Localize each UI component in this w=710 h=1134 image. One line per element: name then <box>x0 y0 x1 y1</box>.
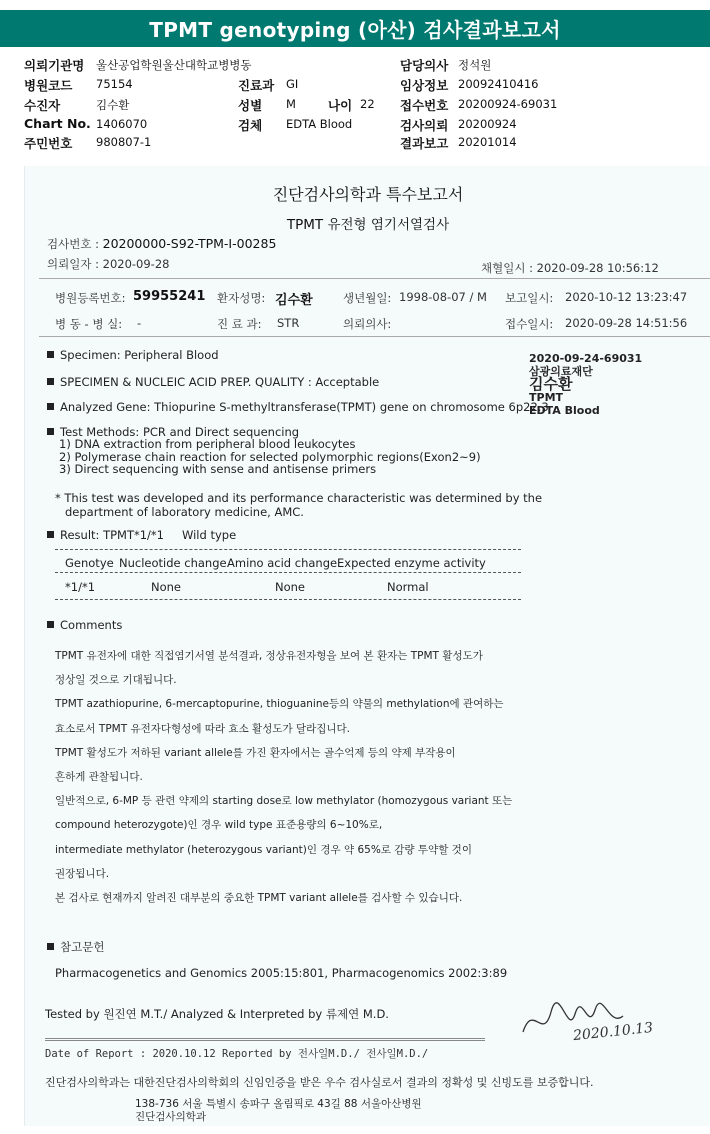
dept-value: GI <box>286 77 299 91</box>
table-header-genotype: Genotye <box>65 556 114 570</box>
comment-line: compound heterozygote)인 경우 wild type 표준용량의 6~10%로, <box>55 819 383 832</box>
comment-line: TPMT 활성도가 저하된 variant allele를 가진 환자에서는 골수억제 등의 약제 부작용이 <box>55 746 456 759</box>
test-number: 검사번호 : 20200000-S92-TPM-I-00285 <box>47 236 277 251</box>
divider <box>39 278 710 279</box>
reg-no-value: 59955241 <box>133 289 206 304</box>
hospital-code-label: 병원코드 <box>24 78 73 93</box>
sex-value: M <box>286 97 296 111</box>
report-subheading: TPMT 유전형 염기서열검사 <box>286 217 450 233</box>
table-cell-enzyme: Normal <box>387 580 429 594</box>
receipt-time-value: 2020-09-28 14:51:56 <box>565 316 688 330</box>
report-heading: 진단검사의학과 특수보고서 <box>272 185 464 204</box>
table-top-rule <box>55 549 521 550</box>
certification: 진단검사의학과는 대한진단검사의학회의 신임인증을 받은 우수 검사실로서 결과의 정확성 및 신빙도를 보증합니다. <box>45 1076 594 1089</box>
report-title: TPMT genotyping (아산) 검사결과보고서 <box>149 18 561 42</box>
specimen-label-stamp <box>529 352 679 417</box>
bullet-square-icon <box>47 403 54 410</box>
patient-name-value: 김수환 <box>275 293 313 308</box>
birth-label: 생년월일: <box>343 291 392 305</box>
report-time-label: 보고일시: <box>505 291 554 305</box>
gene-line: Analyzed Gene: Thiopurine S-methyltransferase(TPMT) gene on chromosome 6p22.3 <box>47 400 549 414</box>
double-rule <box>45 1038 485 1041</box>
method-item: 3) Direct sequencing with sense and antisense primers <box>59 462 377 476</box>
institution-value: 울산공업학원울산대학교병병동 <box>96 58 252 72</box>
bullet-square-icon <box>47 351 54 358</box>
divider <box>39 336 710 337</box>
clinical-value: 20092410416 <box>458 77 539 91</box>
table-bottom-rule <box>55 599 521 600</box>
references-text: Pharmacogenetics and Genomics 2005:15:801, Pharmacogenomics 2002:3:89 <box>55 966 508 980</box>
bullet-square-icon <box>47 428 54 435</box>
sex-label: 성별 <box>238 98 263 113</box>
ordering-label: 의뢰의사: <box>343 317 392 331</box>
table-mid-rule <box>55 572 521 573</box>
comment-line: 본 검사로 현재까지 알려진 대부분의 중요한 TPMT variant allele를 검사할 수 있습니다. <box>55 892 463 905</box>
request-value: 20200924 <box>458 117 517 131</box>
stamp-specimen: EDTA Blood <box>529 404 600 417</box>
recipient-label: 수진자 <box>24 98 61 113</box>
report-time-value: 2020-10-12 13:23:47 <box>565 290 688 304</box>
patient-name-label: 환자성명: <box>217 291 266 305</box>
report-value: 20201014 <box>458 135 517 149</box>
request-label: 검사의뢰 <box>400 118 449 133</box>
collect-date: 채혈일시 : 2020-09-28 10:56:12 <box>481 261 659 275</box>
request-date: 의뢰일자 : 2020-09-28 <box>47 257 170 271</box>
chart-value: 1406070 <box>96 117 148 131</box>
table-cell-nucleotide: None <box>151 580 182 594</box>
date-of-report: Date of Report : 2020.10.12 Reported by 전사일M.D./ 전사일M.D./ <box>45 1048 429 1060</box>
comment-line: 정상일 것으로 기대됩니다. <box>55 674 177 687</box>
bullet-square-icon <box>47 943 54 950</box>
bullet-square-icon <box>47 621 54 628</box>
resident-value: 980807-1 <box>96 135 152 149</box>
comment-line: TPMT azathiopurine, 6-mercaptopurine, thioguanine등의 약물의 methylation에 관여하는 <box>55 698 504 711</box>
recipient-value: 김수환 <box>96 98 130 112</box>
stamp-name: 김수환 <box>529 375 573 393</box>
comment-line: TPMT 유전자에 대한 직접염기서열 분석결과, 정상유전자형을 보여 본 환자는 TPMT 활성도가 <box>55 650 483 662</box>
specimen-value: EDTA Blood <box>286 117 353 131</box>
table-header-nucleotide: Nucleotide change <box>119 556 227 570</box>
address: 138-736 서울 특별시 송파구 올림픽로 43길 88 서울아산병원 <box>135 1098 422 1110</box>
methods-title: Test Methods: PCR and Direct sequencing <box>47 425 299 439</box>
tested-by: Tested by 원진연 M.T./ Analyzed & Interpreted by 류제연 M.D. <box>45 1007 389 1021</box>
doctor-value: 정석원 <box>458 58 492 72</box>
result-line: Result: TPMT*1/*1 Wild type <box>47 528 236 542</box>
report-title-bar <box>0 10 710 47</box>
methods-list <box>59 438 481 476</box>
comments-title: Comments <box>47 618 122 632</box>
doctor-label: 담당의사 <box>400 58 449 73</box>
receipt-time-label: 접수일시: <box>505 317 554 331</box>
references-title: 참고문헌 <box>47 939 104 955</box>
dept-value-r: STR <box>277 316 300 330</box>
specimen-label: 검체 <box>238 118 263 133</box>
dept-label-r: 진 료 과: <box>217 317 262 331</box>
method-item: 2) Polymerase chain reaction for selected polymorphic regions(Exon2~9) <box>59 449 481 464</box>
stamp-test: TPMT <box>529 391 564 404</box>
comments-body <box>55 644 512 910</box>
resident-label: 주민번호 <box>24 136 73 151</box>
receipt-value: 20200924-69031 <box>458 97 558 111</box>
table-header-enzyme: Expected enzyme activity <box>337 556 486 570</box>
clinical-label: 임상정보 <box>400 78 449 93</box>
quality-line: SPECIMEN & NUCLEIC ACID PREP. QUALITY : Acceptable <box>47 375 379 389</box>
stamp-number: 2020-09-24-69031 <box>529 352 643 365</box>
birth-value: 1998-08-07 / M <box>399 290 487 304</box>
comment-line: 권장됩니다. <box>55 867 110 880</box>
ward-label: 병 동 - 병 실: <box>55 317 123 331</box>
note-line-2: department of laboratory medicine, AMC. <box>65 505 304 519</box>
comment-line: intermediate methylator (heterozygous variant)인 경우 약 65%로 감량 투약할 것이 <box>55 843 472 856</box>
receipt-label: 접수번호 <box>400 98 449 113</box>
reg-no-label: 병원등록번호: <box>55 291 126 305</box>
method-item: 1) DNA extraction from peripheral blood leukocytes <box>59 437 356 451</box>
dept-label: 진료과 <box>238 78 275 93</box>
bullet-square-icon <box>47 531 54 538</box>
report-label: 결과보고 <box>400 136 449 151</box>
comment-line: 일반적으로, 6-MP 등 관련 약제의 starting dose로 low methylator (homozygous variant 또는 <box>55 795 513 808</box>
age-label: 나이 <box>328 98 353 113</box>
institution-label: 의뢰기관명 <box>24 58 85 73</box>
dept-footer: 진단검사의학과 <box>135 1111 207 1123</box>
hospital-code-value: 75154 <box>96 77 133 91</box>
stamp-institution: 삼광의료재단 <box>529 365 593 378</box>
comment-line: 흔하게 관찰됩니다. <box>55 771 143 784</box>
age-value: 22 <box>360 97 375 111</box>
table-cell-amino: None <box>275 580 306 594</box>
chart-label: Chart No. <box>24 116 91 131</box>
ward-value: - <box>137 316 142 330</box>
table-header-amino: Amino acid change <box>227 556 338 570</box>
specimen-line: Specimen: Peripheral Blood <box>47 348 219 362</box>
handwritten-date: 2020.10.13 <box>572 1019 654 1045</box>
bullet-square-icon <box>47 378 54 385</box>
comment-line: 효소로서 TPMT 유전자다형성에 따라 효소 활성도가 달라집니다. <box>55 722 351 735</box>
note-line-1: * This test was developed and its performance characteristic was determined by the <box>55 491 543 505</box>
patient-info-panel <box>0 52 710 162</box>
scanned-report <box>24 166 710 1126</box>
table-cell-genotype: *1/*1 <box>65 580 96 594</box>
